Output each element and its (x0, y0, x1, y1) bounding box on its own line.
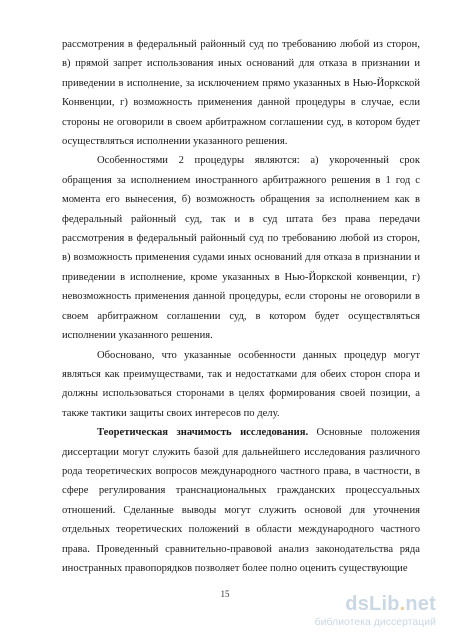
logo-tld: net (405, 593, 436, 615)
paragraph (62, 423, 420, 578)
paragraph-text: Обосновано, что указанные особенности данных процедур могут являться как преимуществами, так и недостатками для обеих сторон спора и должны использоваться сторонами в целях формирования своей позиции, а также тактики защиты своих интересов по делу. (62, 349, 420, 419)
logo-subtitle: библиотека диссертаций (314, 616, 436, 628)
logo-text (345, 593, 436, 616)
body-text (62, 35, 420, 578)
paragraph-text: рассмотрения в федеральный районный суд по требованию любой из сторон, в) прямой запрет использования иных оснований для отказа в признании и приведении в исполнение, за исключением прямо указанных в Нью-Йоркской Конвенции, г) возможность применения данной процедуры в случае, если стороны не оговорили в своем арбитражном соглашении суд, в котором будет осуществляться исполнении указанного решения. (62, 39, 420, 148)
paragraph (62, 35, 420, 151)
paragraph-text: Особенностями 2 процедуры являются: а) укороченный срок обращения за исполнением иностранного арбитражного решения в 1 год с момента его вынесения, б) возможность обращения за исполнением как в федеральный районный суд, так и в суд штата без права передачи рассмотрения в федеральный районный суд по требованию любой из сторон, в) возможность применения судами иных оснований для отказа в признании и приведении в исполнение, кроме указанных в Нью-Йоркской конвенции, г) невозможность применения данной процедуры, если стороны не оговорили в своем арбитражном соглашении суд, в котором будет осуществляться исполнении указанного решения. (62, 155, 420, 342)
logo-dot: . (399, 593, 406, 615)
paragraph (62, 346, 420, 424)
paragraph (62, 151, 420, 345)
watermark-logo (286, 593, 436, 629)
paragraph-text: Основные положения диссертации могут служить базой для дальнейшего исследования различного рода теоретических вопросов международного частного права, в частности, в сфере регулирования транснациональных гражданских процессуальных отношений. Сделанные выводы могут служить основой для уточнения отдельных теоретических положений в области международного частного права. Проведенный сравнительно-правовой анализ законодательства ряда иностранных правопорядков позволяет более полно оценить существующие (62, 427, 420, 574)
section-heading: Теоретическая значимость исследования. (97, 427, 309, 439)
logo-main: dsLib (345, 593, 400, 615)
page-number: 15 (220, 589, 230, 599)
